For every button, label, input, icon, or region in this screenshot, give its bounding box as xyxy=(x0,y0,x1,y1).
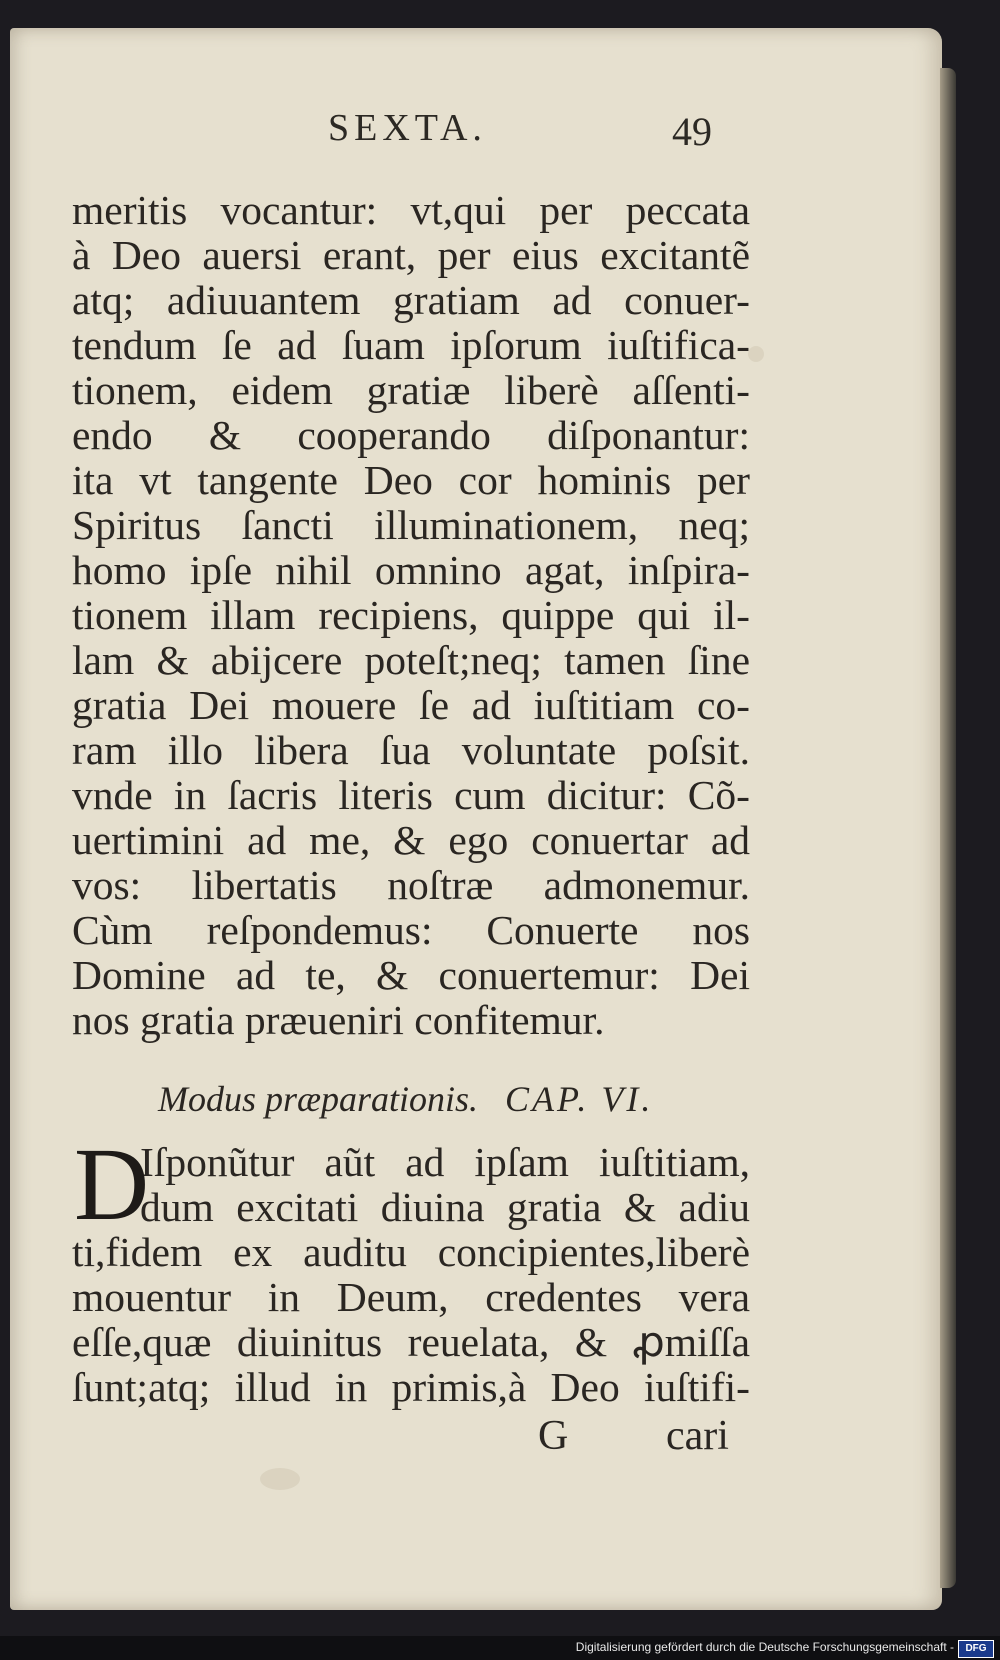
text-line: ſunt;atq; illud in primis,à Deo iuſtifi- xyxy=(72,1364,750,1410)
text-line: endo & cooperando diſponantur: xyxy=(72,412,750,458)
drop-cap-initial: D xyxy=(74,1127,150,1242)
text-line: Iſponũtur aũt ad ipſam iuſtitiam, xyxy=(140,1139,750,1185)
text-line: ita vt tangente Deo cor hominis per xyxy=(72,457,750,503)
text-line: vos: libertatis noſtræ admonemur. xyxy=(72,862,750,908)
digitization-credit: Digitalisierung gefördert durch die Deutsche Forschungsgemeinschaft - xyxy=(575,1640,954,1654)
text-line: lam & abijcere poteſt;neq; tamen ſine xyxy=(72,637,750,683)
text-line: ti,fidem ex auditu concipientes,liberè xyxy=(72,1229,750,1275)
chapter-title: Modus præparationis. xyxy=(158,1079,479,1119)
text-line: eſſe,quæ diuinitus reuelata, & ꝓmiſſa xyxy=(72,1319,750,1365)
chapter-number: CAP. VI. xyxy=(505,1079,654,1119)
text-line: uertimini ad me, & ego conuertar ad xyxy=(72,817,750,863)
paper-stain xyxy=(260,1468,300,1490)
text-line: mouentur in Deum, credentes vera xyxy=(72,1274,750,1320)
text-line: nos gratia præueniri confitemur. xyxy=(72,997,605,1043)
page-edge xyxy=(940,68,956,1588)
text-line: Spiritus ſancti illuminationem, neq; xyxy=(72,502,750,548)
running-head: SEXTA. xyxy=(328,107,487,149)
chapter-heading xyxy=(158,1078,653,1120)
dfg-logo-icon: DFG xyxy=(958,1640,994,1658)
text-line: atq; adiuuantem gratiam ad conuer- xyxy=(72,277,750,323)
text-line: tionem illam recipiens, quippe qui il- xyxy=(72,592,750,638)
paper-stain xyxy=(748,346,764,362)
text-line: ram illo libera ſua voluntate poſsit. xyxy=(72,727,750,773)
text-line: Domine ad te, & conuertemur: Dei xyxy=(72,952,750,998)
text-line: Cùm reſpondemus: Conuerte nos xyxy=(72,907,750,953)
text-line: tendum ſe ad ſuam ipſorum iuſtifica- xyxy=(72,322,750,368)
text-line: meritis vocantur: vt,qui per peccata xyxy=(72,187,750,233)
catchword: cari xyxy=(666,1413,729,1459)
text-line: à Deo auersi erant, per eius excitantẽ xyxy=(72,232,750,278)
text-line: homo ipſe nihil omnino agat, inſpira- xyxy=(72,547,750,593)
text-line: dum excitati diuina gratia & adiu xyxy=(140,1184,750,1230)
section-one-text xyxy=(72,188,750,1043)
signature-mark: G xyxy=(538,1413,569,1459)
text-line: vnde in ſacris literis cum dicitur: Cõ- xyxy=(72,772,750,818)
book-page xyxy=(10,28,942,1610)
page-number: 49 xyxy=(672,109,712,154)
section-two-text xyxy=(72,1127,750,1410)
text-line: tionem, eidem gratiæ liberè aſſenti- xyxy=(72,367,750,413)
text-line: gratia Dei mouere ſe ad iuſtitiam co- xyxy=(72,682,750,728)
